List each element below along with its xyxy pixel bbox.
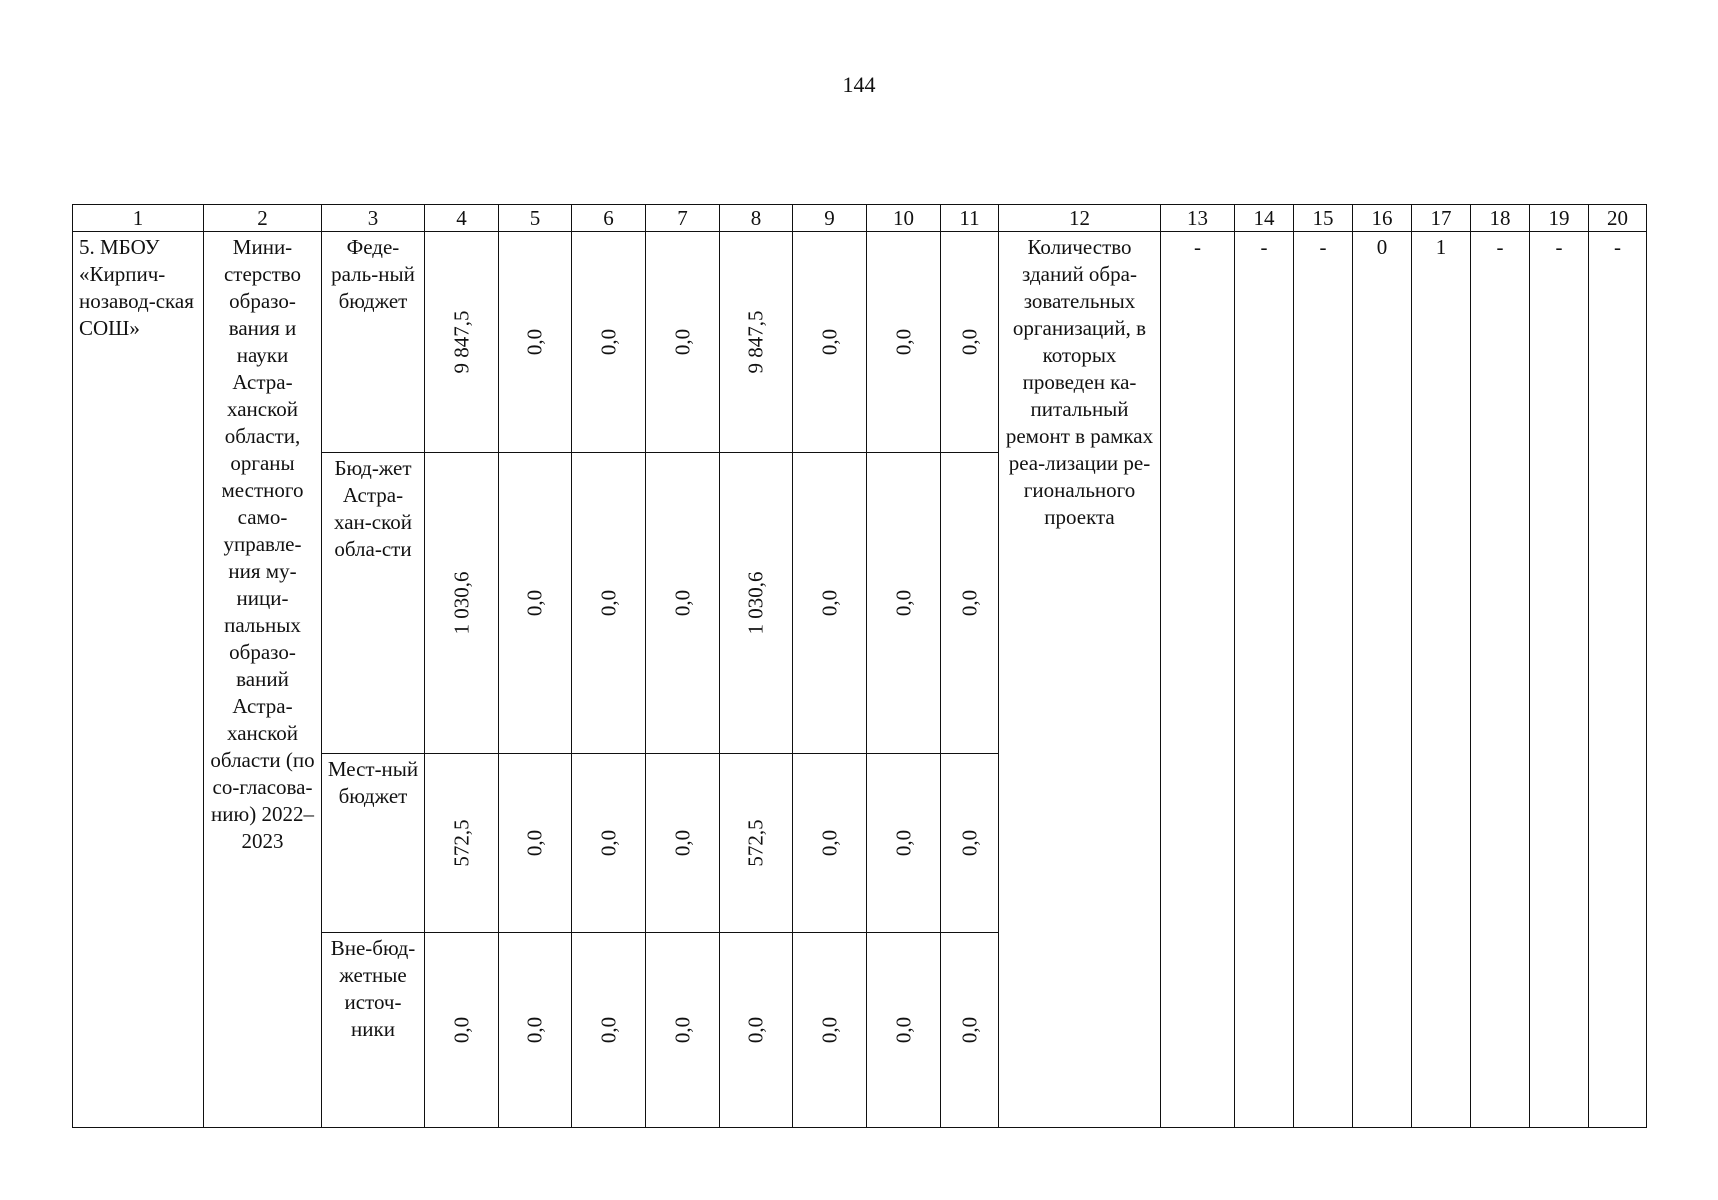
value-cell [646,754,720,933]
value-cell [646,453,720,754]
value-text: 0,0 [670,1016,694,1044]
funding-source: Бюд-жет Астра-хан-ской обла-сти [322,453,425,754]
column-header: 20 [1589,205,1647,232]
column-header: 3 [322,205,425,232]
program-table [72,204,1647,1128]
value-cell [867,232,941,453]
value-text: 0,0 [957,829,981,857]
value-text: 0,0 [743,1016,768,1044]
value-cell [793,933,867,1128]
funding-source: Вне-бюд-жетные источ-ники [322,933,425,1128]
value-text: 0,0 [596,829,620,857]
funding-source: Мест-ный бюджет [322,754,425,933]
value-text: 1 030,6 [743,571,768,635]
value-text: 9 847,5 [449,310,473,374]
column-header: 4 [425,205,499,232]
column-header: 15 [1294,205,1353,232]
value-cell [793,453,867,754]
value-text: 0,0 [596,589,620,617]
value-cell [499,453,572,754]
value-text: 0,0 [891,328,915,356]
column-header: 10 [867,205,941,232]
value-text: 0,0 [817,589,841,617]
column-header: 8 [720,205,793,232]
value-text: 1 030,6 [449,571,473,635]
indicator-value: - [1471,232,1530,1128]
indicator-value: - [1294,232,1353,1128]
indicator-value: - [1589,232,1647,1128]
value-text: 572,5 [743,819,768,867]
value-cell [867,754,941,933]
value-text: 0,0 [957,589,981,617]
value-cell [941,453,999,754]
table-row [73,232,1647,453]
value-cell [646,933,720,1128]
value-cell [425,453,499,754]
value-cell [425,232,499,453]
value-text: 572,5 [449,819,473,867]
value-text: 0,0 [522,328,547,356]
indicator-name: Количество зданий обра-зовательных организаций, в которых проведен ка-питальный ремонт в рамках реа-лизации ре-гионального проекта [999,232,1161,1128]
column-header: 16 [1353,205,1412,232]
value-cell [793,754,867,933]
value-cell [720,933,793,1128]
value-cell [425,754,499,933]
column-header: 5 [499,205,572,232]
column-header: 13 [1161,205,1235,232]
value-cell [941,232,999,453]
value-cell [499,933,572,1128]
column-header: 12 [999,205,1161,232]
value-cell [425,933,499,1128]
value-text: 0,0 [957,1016,981,1044]
value-text: 9 847,5 [743,310,768,374]
indicator-value: - [1161,232,1235,1128]
value-cell [572,933,646,1128]
value-cell [941,754,999,933]
value-cell [793,232,867,453]
column-header: 6 [572,205,646,232]
value-text: 0,0 [891,1016,915,1044]
executor-name: Мини-стерство образо-вания и науки Астра-ханской области, органы местного само-управле-ния му-ници-пальных образо-ваний Астра-ханской области (по со-гласова-нию) 2022–2023 [204,232,322,1128]
indicator-value: - [1530,232,1589,1128]
value-cell [572,754,646,933]
value-cell [720,453,793,754]
value-text: 0,0 [670,589,694,617]
value-text: 0,0 [817,328,841,356]
page-number: 144 [842,72,876,97]
value-text: 0,0 [817,829,841,857]
column-header: 9 [793,205,867,232]
indicator-value: 0 [1353,232,1412,1128]
indicator-value: 1 [1412,232,1471,1128]
value-cell [720,232,793,453]
value-text: 0,0 [522,589,547,617]
column-header: 11 [941,205,999,232]
value-cell [646,232,720,453]
column-header: 18 [1471,205,1530,232]
value-cell [720,754,793,933]
value-cell [867,453,941,754]
column-header: 19 [1530,205,1589,232]
value-text: 0,0 [891,829,915,857]
column-header: 7 [646,205,720,232]
column-header: 2 [204,205,322,232]
value-text: 0,0 [670,328,694,356]
header-row [73,205,1647,232]
value-text: 0,0 [522,1016,547,1044]
value-cell [499,232,572,453]
value-text: 0,0 [670,829,694,857]
indicator-value: - [1235,232,1294,1128]
object-name: 5. МБОУ «Кирпич-нозавод-ская СОШ» [73,232,204,1128]
value-text: 0,0 [891,589,915,617]
value-cell [572,232,646,453]
column-header: 1 [73,205,204,232]
value-cell [499,754,572,933]
funding-source: Феде-раль-ный бюджет [322,232,425,453]
column-header: 17 [1412,205,1471,232]
value-text: 0,0 [817,1016,841,1044]
value-cell [941,933,999,1128]
value-text: 0,0 [596,1016,620,1044]
column-header: 14 [1235,205,1294,232]
value-text: 0,0 [957,328,981,356]
value-text: 0,0 [522,829,547,857]
value-cell [867,933,941,1128]
value-text: 0,0 [449,1016,473,1044]
value-cell [572,453,646,754]
value-text: 0,0 [596,328,620,356]
